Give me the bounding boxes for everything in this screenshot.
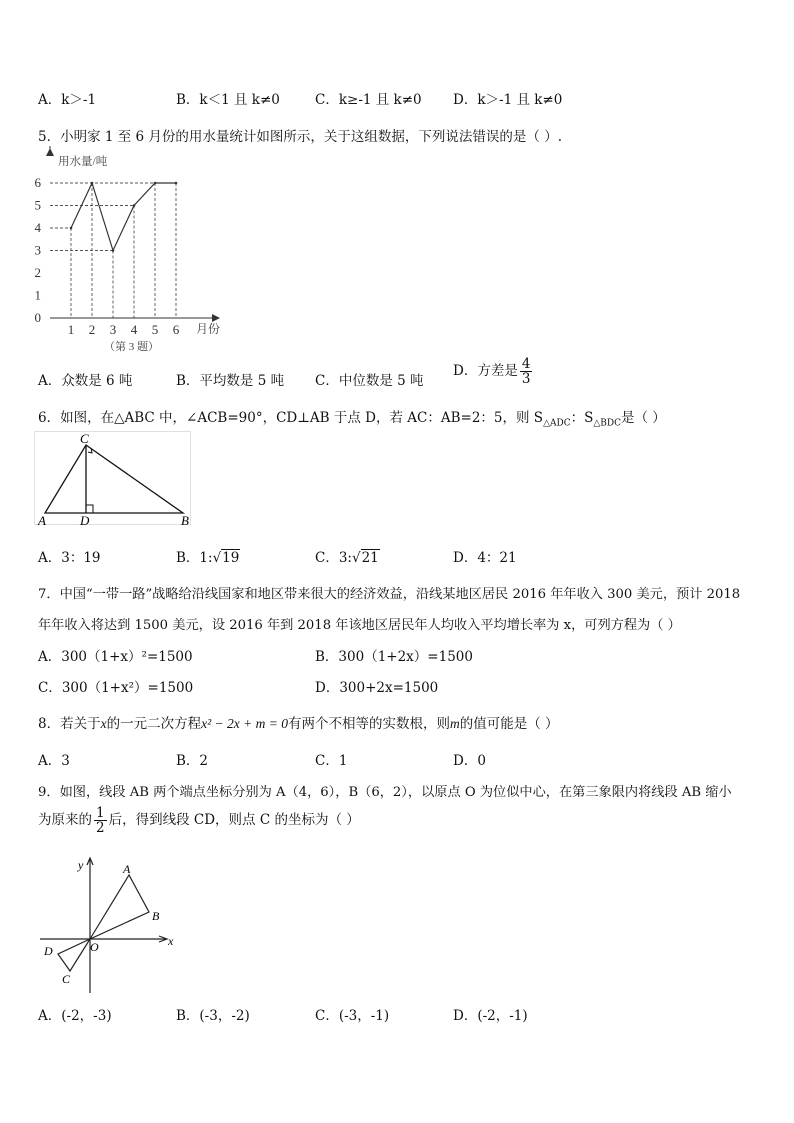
fraction-denominator: 3 [521,371,531,388]
q8-option-b: B．2 [176,753,209,769]
q6-option-b [176,546,240,566]
q6-sub-bdc: △BDC [593,418,621,429]
data-points [70,182,178,252]
label-c: C [62,972,71,986]
right-triangle-figure [34,431,194,531]
x-tick-label-2: 2 [88,322,96,337]
q5-stem: 5．小明家 1 至 6 月份的用水量统计如图所示，关于这组数据，下列说法错误的是（ ）. [38,129,563,145]
triangle-ocd [58,939,90,971]
q8-stem-pre: 8．若关于 [38,716,101,732]
y-tick-label-5: 5 [34,197,41,213]
label-o: O [90,940,99,954]
q9-option-a: A．(-2，-3) [38,1008,112,1024]
q6-stem-mid: ：S [570,410,594,426]
q4-option-d: D．k＞-1 且 k≠0 [453,92,563,108]
x-axis-label: 月份 [196,322,221,336]
y-tick-label-2: 2 [34,265,41,280]
q7-option-b: B．300（1+2x）=1500 [315,649,473,665]
q8-var-m: m [449,716,460,731]
triangle-abc [45,445,183,513]
data-point-3 [112,249,115,252]
label-d: D [44,944,53,958]
x-axis-arrow [212,314,220,322]
q6-option-b-label: B．1: [176,550,213,566]
q6-option-c [315,546,380,566]
q8-equation: x² − 2x + m = 0 [201,716,288,731]
label-c: C [80,431,89,446]
y-tick-label-3: 3 [34,242,41,258]
y-axis-arrow [46,148,54,156]
label-b: B [152,909,160,923]
q6-stem-tail: 是（ ） [620,410,666,426]
q6-stem-text: 6．如图，在△ABC 中，∠ACB=90°，CD⊥AB 于点 D，若 AC：AB=2：5，则 S [38,410,544,426]
x-tick-label-1: 1 [67,322,75,337]
q4-option-a: A．k＞-1 [38,92,97,108]
right-angle-mark-c [88,448,92,453]
q8-option-d: D．0 [453,753,486,769]
sqrt-sign: √ [212,550,222,566]
sqrt-sign: √ [351,550,361,566]
q4-option-c: C．k≥-1 且 k≠0 [315,92,422,108]
q6-sub-adc: △ADC [543,418,571,429]
data-point-5 [154,182,157,185]
q8-stem [38,712,559,732]
y-tick-label-6: 6 [34,175,41,190]
q9-stem-line1: 9．如图，线段 AB 两个端点坐标分别为 A（4，6），B（6，2），以原点 O 为位似中心，在第三象限内将线段 AB 缩小 [38,785,732,800]
triangle-oab [90,875,149,939]
q9-stem-line2-post: 后，得到线段 CD，则点 C 的坐标为（ ） [108,812,360,829]
data-point-4 [133,204,136,207]
fraction-denominator: 2 [96,820,105,837]
data-point-6 [175,182,178,185]
data-point-1 [70,227,73,230]
q9-option-c: C．(-3，-1) [315,1008,390,1024]
q9-option-d: D．(-2，-1) [453,1008,528,1024]
water-usage-line-chart [30,146,240,360]
q7-stem-line2: 年年收入将达到 1500 美元，设 2016 年到 2018 年该地区居民年人均收入平均增长率为 x，可列方程为（ ） [38,618,681,633]
q8-stem-mid1: 的一元二次方程 [106,716,202,732]
q6-stem [38,406,666,429]
label-x: x [168,934,174,948]
x-tick-label-4: 4 [130,322,138,337]
q5-option-d-label: D．方差是 [453,363,518,380]
q9-stem-line2 [38,806,360,835]
label-a: A [123,862,131,876]
q5-option-a: A．众数是 6 吨 [38,373,133,389]
q4-option-b: B．k＜1 且 k≠0 [176,92,280,108]
q9-fraction [94,806,107,835]
q8-option-a: A．3 [38,753,70,769]
q7-option-a: A．300（1+x）²=1500 [38,649,193,665]
data-point-2 [91,182,94,185]
x-tick-label-6: 6 [172,322,180,337]
fraction-numerator: 1 [96,805,105,821]
label-y: y [78,858,84,872]
q7-stem-line1: 7．中国“一带一路”战略给沿线国家和地区带来很大的经济效益，沿线某地区居民 2016 年年收入 300 美元，预计 2018 [38,587,741,602]
q6-option-c-radicand: 21 [361,550,379,566]
label-d: D [80,513,90,528]
q7-option-c: C．300（1+x²）=1500 [38,680,194,696]
right-angle-mark-d [86,505,93,513]
x-tick-label-5: 5 [151,322,159,337]
coordinate-figure [36,853,186,998]
y-tick-label-4: 4 [34,220,41,235]
y-axis-label: 用水量/吨 [58,156,108,168]
q8-stem-tail: 的值可能是（ ） [459,716,559,732]
q5-option-b: B．平均数是 5 吨 [176,373,285,389]
q8-option-c: C．1 [315,753,348,769]
q8-stem-mid2: 有两个不相等的实数根，则 [287,716,450,732]
q6-option-a: A．3：19 [38,550,101,566]
label-b: B [181,513,189,528]
y-tick-label-0: 0 [34,310,41,325]
q6-option-d: D．4：21 [453,550,517,566]
q8-var-x: x [100,716,107,731]
fraction-numerator: 4 [521,356,531,372]
chart-caption: （第 3 题） [104,341,159,353]
y-tick-label-1: 1 [34,287,41,303]
x-tick-label-3: 3 [109,322,117,337]
q6-option-c-label: C．3: [315,550,352,566]
water-usage-series [71,183,176,251]
q5-option-d [453,357,534,386]
tick-labels [35,175,180,337]
q5-option-d-fraction [520,357,533,386]
q9-option-b: B．(-3，-2) [176,1008,250,1024]
figure-frame [35,432,191,525]
q9-stem-line2-pre: 为原来的 [38,812,92,829]
label-a: A [38,513,46,528]
q7-option-d: D．300+2x=1500 [315,680,439,696]
q5-option-c: C．中位数是 5 吨 [315,373,424,389]
q6-option-b-radicand: 19 [222,550,240,566]
